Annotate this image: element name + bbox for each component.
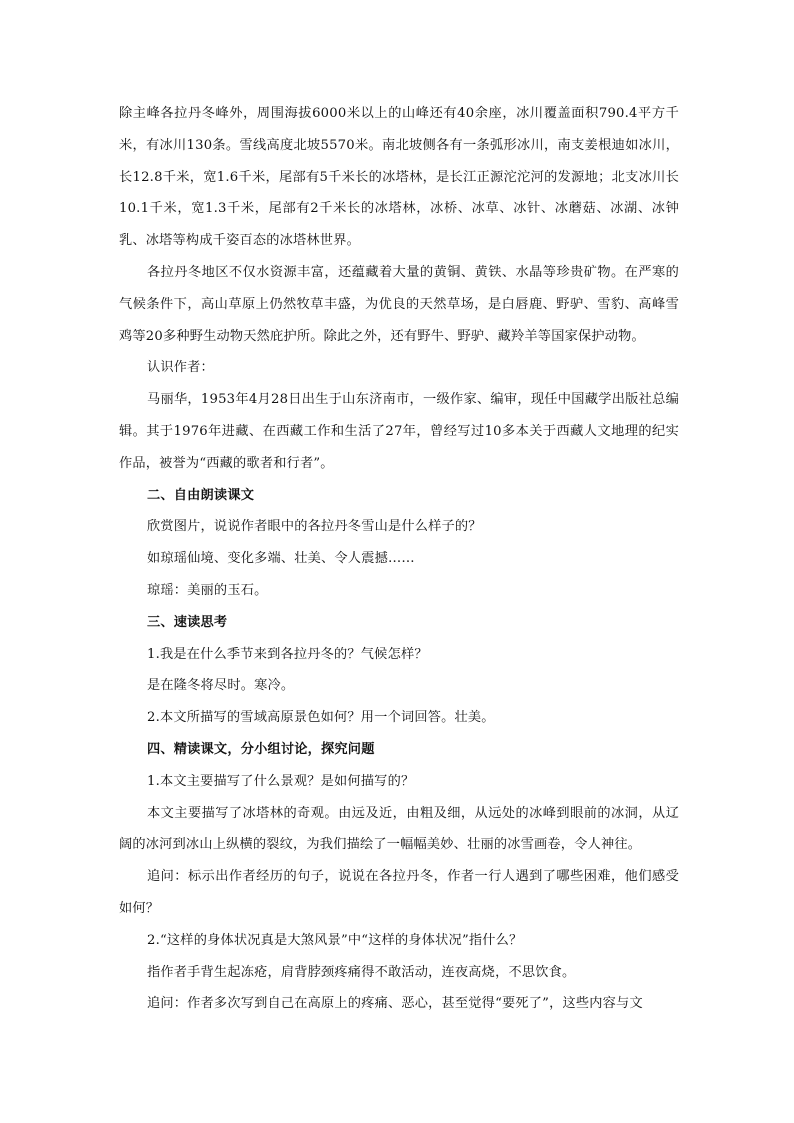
question-picture: 欣赏图片，说说作者眼中的各拉丹冬雪山是什么样子的？ xyxy=(147,519,482,535)
paragraph-author-bio: 马丽华，1953年4月28日出生于山东济南市，一级作家、编审，现任中国藏学出版社总编辑。其于1976年进藏、在西藏工作和生活了27年，曾经写过10多本关于西藏人文地理的纪实作品，被誉为“西藏的歌者和行者”。 xyxy=(119,392,679,471)
question-season: 1.我是在什么季节来到各拉丹冬的？气候怎样？ xyxy=(147,646,428,662)
followup-pain: 追问：作者多次写到自己在高原上的疼痛、恶心，甚至觉得“要死了”，这些内容与文 xyxy=(147,996,643,1012)
question-scenery: 2.本文所描写的雪域高原景色如何？用一个词回答。壮美。 xyxy=(147,710,495,726)
answer-picture: 如琼瑶仙境、变化多端、壮美、令人震撼…… xyxy=(147,551,415,567)
answer-season: 是在隆冬将尽时。寒冷。 xyxy=(147,678,295,694)
answer-landscape: 本文主要描写了冰塔林的奇观。由远及近，由粗及细，从远处的冰峰到眼前的冰洞，从辽阔的冰河到冰山上纵横的裂纹，为我们描绘了一幅幅美妙、壮丽的冰雪画卷，令人神往。 xyxy=(119,805,679,853)
section-heading-free-reading: 二、自由朗读课文 xyxy=(147,487,255,503)
answer-body-condition: 指作者手背生起冻疮，肩背脖颈疼痛得不敢活动，连夜高烧，不思饮食。 xyxy=(147,964,576,980)
paragraph-glacier-data: 除主峰各拉丹冬峰外，周围海拔6000米以上的山峰还有40余座，冰川覆盖面积790.4平方千米，有冰川130条。雪线高度北坡5570米。南北坡侧各有一条弧形冰川，南支姜根迪如冰川，长12.8千米，宽1.6千米，尾部有5千米长的冰塔林，是长江正源沱沱河的发源地；北支冰川长10.1千米，宽1.3千米，尾部有2千米长的冰塔林，冰桥、冰草、冰针、冰蘑菇、冰湖、冰钟乳、冰塔等构成千姿百态的冰塔林世界。 xyxy=(119,106,679,249)
paragraph-minerals-wildlife: 各拉丹冬地区不仅水资源丰富，还蕴藏着大量的黄铜、黄铁、水晶等珍贵矿物。在严寒的气候条件下，高山草原上仍然牧草丰盛，为优良的天然草场，是白唇鹿、野驴、雪豹、高峰雪鸡等20多种野生动物天然庇护所。除此之外，还有野牛、野驴、藏羚羊等国家保护动物。 xyxy=(119,264,679,344)
section-heading-speed-reading: 三、速读思考 xyxy=(147,614,228,630)
word-note-qiongyao: 琼瑶：美丽的玉石。 xyxy=(147,582,268,598)
document-page xyxy=(119,98,679,1020)
question-body-condition: 2.“这样的身体状况真是大煞风景”中“这样的身体状况”指什么？ xyxy=(147,932,523,948)
followup-difficulties: 追问：标示出作者经历的句子，说说在各拉丹冬，作者一行人遇到了哪些困难，他们感受如何？ xyxy=(119,869,679,916)
label-about-author: 认识作者： xyxy=(147,360,214,376)
question-landscape: 1.本文主要描写了什么景观？是如何描写的？ xyxy=(147,773,415,789)
section-heading-close-reading: 四、精读课文，分小组讨论，探究问题 xyxy=(147,741,375,757)
